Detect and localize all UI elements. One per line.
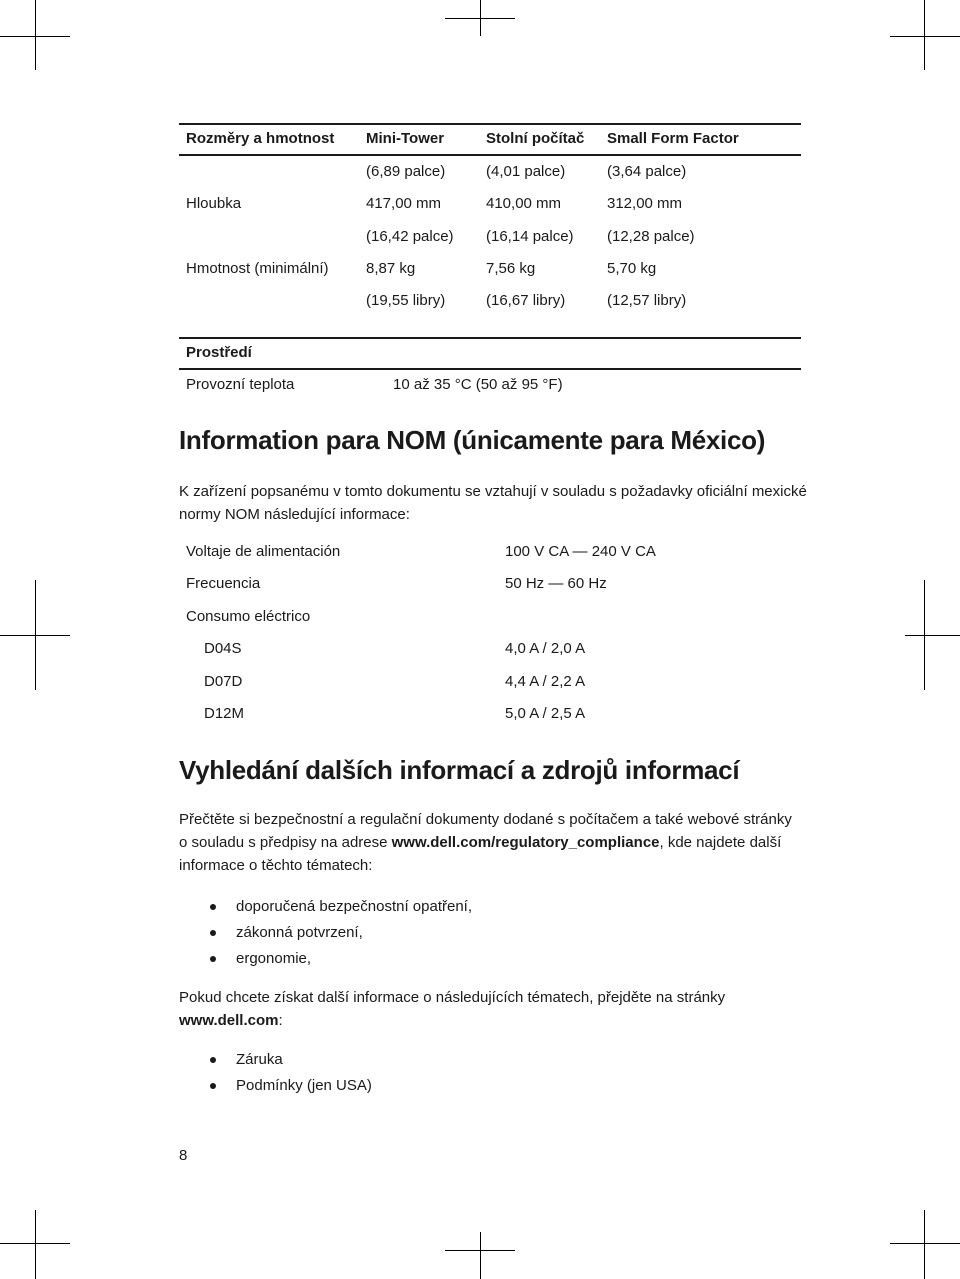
table-cell: 312,00 mm	[607, 195, 683, 212]
bullet-icon	[210, 1057, 216, 1063]
paragraph-text: o souladu s předpisy na adrese	[179, 834, 392, 851]
table-cell: (16,42 palce)	[366, 228, 454, 245]
paragraph-line: informace o těchto tématech:	[179, 857, 373, 874]
paragraph-line: Přečtěte si bezpečnostní a regulační dokumenty dodané s počítačem a také webové stránky	[179, 811, 792, 828]
model-name: D12M	[204, 705, 245, 722]
section-heading: Vyhledání dalších informací a zdrojů informací	[179, 755, 740, 785]
model-value: 5,0 A / 2,5 A	[505, 705, 586, 722]
crop-mark	[924, 580, 925, 690]
paragraph-line	[179, 1012, 283, 1029]
list-item-text: doporučená bezpečnostní opatření,	[236, 898, 473, 915]
regulatory-link-domain[interactable]: www.dell.	[391, 834, 461, 851]
paragraph-text: :	[278, 1012, 283, 1029]
bullet-icon	[210, 904, 216, 910]
table-header-cell: Small Form Factor	[607, 130, 739, 147]
table-cell: 410,00 mm	[486, 195, 562, 212]
table-cell: 5,70 kg	[607, 260, 657, 277]
paragraph-text: , kde najdete další	[659, 834, 782, 851]
crop-mark	[924, 1210, 925, 1279]
table-cell: Hmotnost (minimální)	[186, 260, 329, 277]
crop-mark	[905, 635, 960, 636]
model-name: D07D	[204, 673, 243, 690]
list-item-text: ergonomie,	[236, 950, 312, 967]
table-top-rule	[179, 123, 801, 125]
crop-mark	[480, 0, 481, 36]
table-cell: Provozní teplota	[186, 376, 295, 393]
bullet-icon	[210, 956, 216, 962]
table-cell: (12,28 palce)	[607, 228, 695, 245]
table-cell: (4,01 palce)	[486, 163, 566, 180]
crop-mark	[890, 1243, 960, 1244]
table-cell: (19,55 libry)	[366, 292, 446, 309]
dell-link-tld[interactable]: com	[247, 1012, 279, 1029]
table-cell: (12,57 libry)	[607, 292, 687, 309]
crop-mark	[480, 1232, 481, 1279]
table-header-cell: Rozměry a hmotnost	[186, 130, 335, 147]
model-name: D04S	[204, 640, 242, 657]
list-item-text: zákonná potvrzení,	[236, 924, 363, 941]
regulatory-link-path[interactable]: com/regulatory_compliance	[460, 834, 660, 851]
table-header-cell: Mini-Tower	[366, 130, 445, 147]
table-cell: (16,14 palce)	[486, 228, 574, 245]
crop-mark	[35, 580, 36, 690]
table-cell: 7,56 kg	[486, 260, 536, 277]
table-cell: (6,89 palce)	[366, 163, 446, 180]
table-top-rule	[179, 337, 801, 339]
paragraph-line	[179, 834, 781, 851]
section-heading: Information para NOM (únicamente para México)	[179, 425, 766, 455]
crop-mark	[35, 1210, 36, 1279]
table-header-cell: Stolní počítač	[486, 130, 585, 147]
spec-value: 100 V CA — 240 V CA	[505, 543, 656, 560]
crop-mark	[924, 0, 925, 70]
spec-value: 50 Hz — 60 Hz	[505, 575, 607, 592]
bullet-icon	[210, 1083, 216, 1089]
table-cell: 417,00 mm	[366, 195, 442, 212]
crop-mark	[890, 36, 960, 37]
table-header-rule	[179, 368, 801, 370]
model-value: 4,4 A / 2,2 A	[505, 673, 586, 690]
table-cell: 8,87 kg	[366, 260, 416, 277]
table-header-rule	[179, 154, 801, 156]
list-item-text: Záruka	[236, 1051, 283, 1068]
table-cell: (3,64 palce)	[607, 163, 687, 180]
paragraph-line: K zařízení popsanému v tomto dokumentu se vztahují v souladu s požadavky oficiální mexické	[179, 483, 807, 500]
list-item-text: Podmínky (jen USA)	[236, 1077, 372, 1094]
table-cell: 10 až 35 °C (50 až 95 °F)	[393, 376, 563, 393]
spec-label: Voltaje de alimentación	[186, 543, 341, 560]
table-cell: Hloubka	[186, 195, 242, 212]
model-value: 4,0 A / 2,0 A	[505, 640, 586, 657]
table-header-cell: Prostředí	[186, 344, 252, 361]
bullet-icon	[210, 930, 216, 936]
dell-link-domain[interactable]: www.dell.	[179, 1012, 248, 1029]
paragraph-line: Pokud chcete získat další informace o následujících tématech, přejděte na stránky	[179, 989, 726, 1006]
spec-label: Frecuencia	[186, 575, 261, 592]
page-number: 8	[179, 1147, 188, 1164]
spec-label: Consumo eléctrico	[186, 608, 311, 625]
table-cell: (16,67 libry)	[486, 292, 566, 309]
crop-mark	[35, 0, 36, 70]
paragraph-line: normy NOM následující informace:	[179, 506, 410, 523]
